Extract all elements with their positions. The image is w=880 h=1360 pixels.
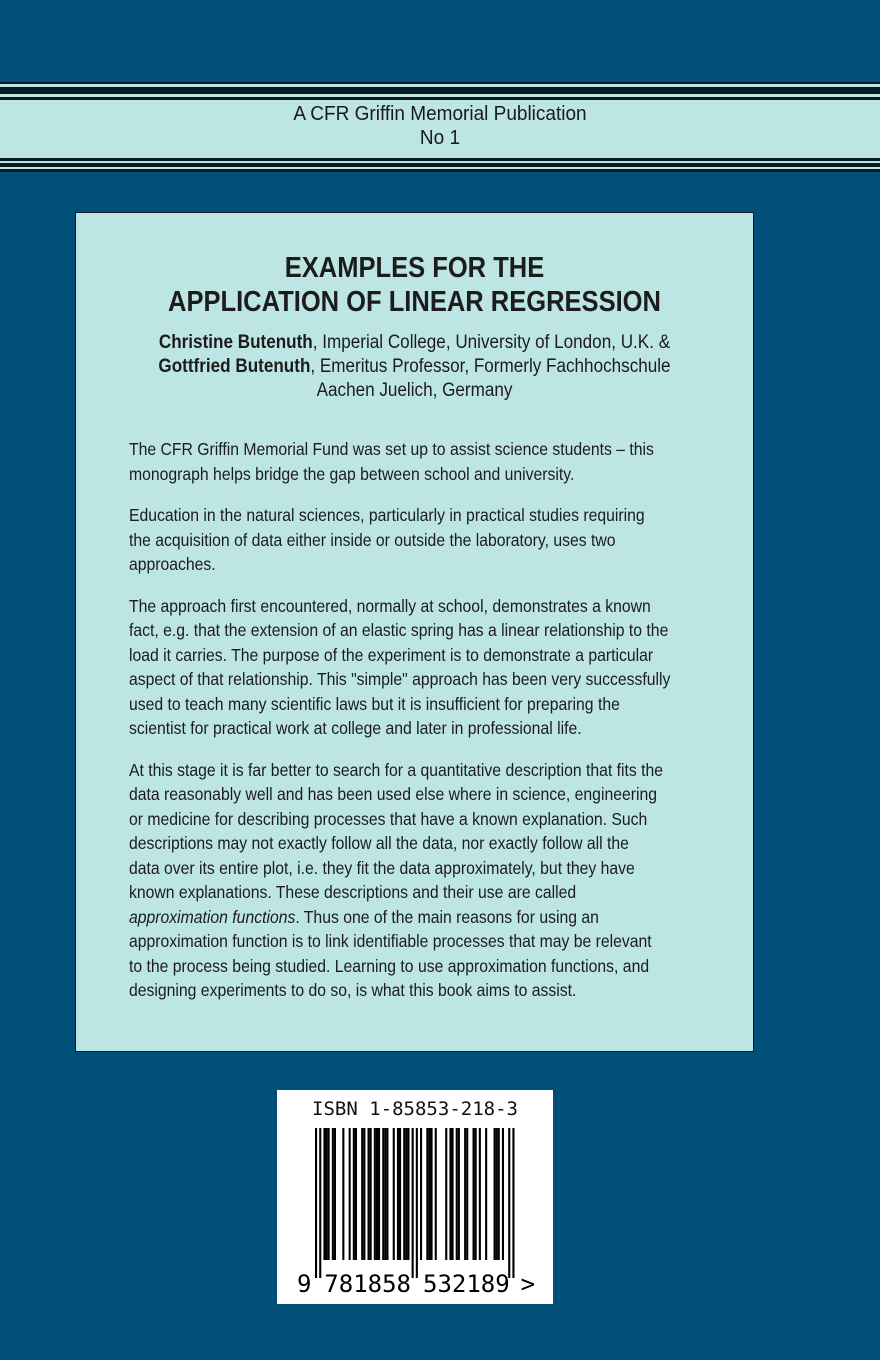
barcode-bar [431,1128,433,1260]
barcode-digits-right: 532189 [423,1270,510,1298]
barcode-bar [435,1128,437,1260]
text-line: to the process being studied. Learning to use approximation functions, and [129,955,650,976]
book-title [117,251,713,319]
barcode-bar [323,1128,325,1260]
text-line: Education in the natural sciences, particularly in practical studies requiring [129,505,645,525]
barcode-guard-bar [412,1128,414,1278]
text-line: data reasonably well and has been used else where in science, engineering [129,784,657,804]
text-line: the acquisition of data either inside or outside the laboratory, uses two [129,529,616,550]
barcode-bar [386,1128,388,1260]
author-affiliation: , Imperial College, University of London, U.K. & [312,332,671,353]
barcode-digit: 9 [297,1270,312,1298]
barcode-bar [479,1128,481,1260]
barcode-bar [363,1128,365,1260]
barcode-bar [378,1128,380,1260]
text-fragment: . Thus one of the main reasons for using an [295,906,599,927]
barcode-bar [475,1128,477,1260]
barcode-bar [355,1128,357,1260]
author-name: Gottfried Butenuth [158,356,311,377]
top-stripes [0,82,880,100]
paragraph [129,594,709,741]
paragraph [129,437,709,486]
text-line: known explanations. These descriptions and their use are called [129,882,577,902]
text-line [129,905,651,930]
barcode [277,1090,553,1304]
barcode-bar [403,1128,405,1260]
text-line: fact, e.g. that the extension of an elastic spring has a linear relationship to the [129,620,669,640]
barcode-bar [494,1128,496,1260]
barcode-bar [405,1128,407,1260]
barcode-bar [420,1128,422,1260]
author-affiliation: , Emeritus Professor, Formerly Fachhochschule [310,356,671,377]
description-panel [75,212,754,1052]
barcode-bar [332,1128,334,1260]
barcode-bar [370,1128,372,1260]
barcode-bar [407,1128,409,1260]
author-name: Christine Butenuth [158,332,313,353]
emphasis: approximation functions [129,906,296,927]
barcode-bar [376,1128,378,1260]
barcode-bar [397,1128,399,1260]
text-line: scientist for practical work at college and later in professional life. [129,718,582,738]
text-line: aspect of that relationship. This "simple" approach has been very successfully [129,669,671,689]
barcode-bar [458,1128,460,1260]
barcode-bar [326,1128,328,1260]
barcode-bar [496,1128,498,1260]
text-line: data over its entire plot, i.e. they fit the data approximately, but they have [129,857,635,878]
text-line: load it carries. The purpose of the experiment is to demonstrate a particular [129,644,654,665]
paragraph [129,503,709,577]
barcode-bar [428,1128,430,1260]
barcode-guard-bar [315,1128,317,1278]
barcode-bar [374,1128,376,1260]
barcode-bar [426,1128,428,1260]
barcode-bar [393,1128,395,1260]
barcode-bar [498,1128,500,1260]
barcode-bar [449,1128,451,1260]
text-line: approaches. [129,554,216,574]
text-line: approximation function is to link identifiable processes that may be relevant [129,931,652,951]
paragraph [129,758,709,1003]
barcode-bar [353,1128,355,1260]
barcode-bar [368,1128,370,1260]
barcode-bar [473,1128,475,1260]
isbn-label: ISBN 1-85853-218-3 [312,1098,518,1120]
barcode-guard-bar [319,1128,321,1278]
bottom-stripes [0,158,880,172]
barcode-bar [399,1128,401,1260]
barcode-bar [466,1128,468,1260]
title-line: APPLICATION OF LINEAR REGRESSION [168,286,661,318]
text-line: At this stage it is far better to search for a quantitative description that fits the [129,759,664,780]
barcode-bar [452,1128,454,1260]
blurb [129,437,709,1020]
text-line: descriptions may not exactly follow all the data, nor exactly follow all the [129,833,629,853]
series-banner [0,100,880,158]
text-line: used to teach many scientific laws but it is insufficient for preparing the [129,693,620,714]
barcode-bar [485,1128,487,1260]
barcode-bar [456,1128,458,1260]
text-line: or medicine for describing processes that have a known explanation. Such [129,808,648,829]
barcode-guard-bar [512,1128,514,1278]
text-line: monograph helps bridge the gap between school and university. [129,463,575,484]
text-line: designing experiments to do so, is what this book aims to assist. [129,980,577,1000]
text-line: The approach first encountered, normally at school, demonstrates a known [129,595,651,616]
barcode-digits-left: 781858 [324,1270,412,1298]
barcode-bar [334,1128,336,1260]
barcode-guard-bar [508,1128,510,1278]
title-line: EXAMPLES FOR THE [284,252,545,284]
authors [110,331,719,403]
barcode-bar [349,1128,351,1260]
text-line: The CFR Griffin Memorial Fund was set up to assist science students – this [129,439,654,459]
barcode-quiet-mark: > [520,1270,536,1298]
series-title: A CFR Griffin Memorial Publication [293,103,587,125]
barcode-bar [382,1128,384,1260]
series-number: No 1 [419,127,461,149]
barcode-bar [384,1128,386,1260]
barcode-guard-bar [416,1128,418,1278]
isbn-barcode [277,1090,553,1304]
barcode-bar [361,1128,363,1260]
barcode-bar [502,1128,504,1260]
barcode-bar [445,1128,447,1260]
author-affiliation: Aachen Juelich, Germany [316,380,513,401]
barcode-bar [342,1128,344,1260]
barcode-bar [464,1128,466,1260]
barcode-bar [328,1128,330,1260]
